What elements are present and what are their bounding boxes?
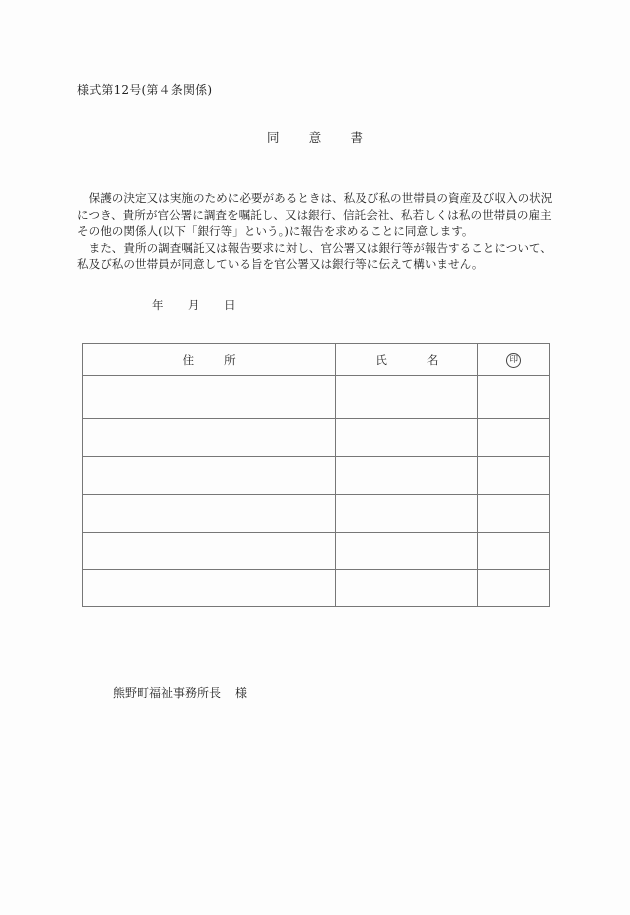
header-name: 氏 名 <box>336 344 478 376</box>
address-cell[interactable] <box>83 457 336 495</box>
seal-cell[interactable] <box>478 376 550 419</box>
consent-paragraph-1: 保護の決定又は実施のために必要があるときは、私及び私の世帯員の資産及び収入の状況につき、貴所が官公署に調査を嘱託し、又は銀行、信託会社、私若しくは私の世帯員の雇主その他の関係人(以下「銀行等」という。)に報告を求めることに同意します。 <box>77 191 553 239</box>
consent-paragraph-2: また、貴所の調査嘱託又は報告要求に対し、官公署又は銀行等が報告することについて、私及び私の世帯員が同意している旨を官公署又は銀行等に伝えて構いません。 <box>77 240 552 272</box>
consent-body <box>77 190 557 273</box>
seal-cell[interactable] <box>478 495 550 533</box>
name-cell[interactable] <box>336 457 478 495</box>
address-cell[interactable] <box>83 533 336 570</box>
address-cell[interactable] <box>83 570 336 607</box>
form-number: 様式第12号(第４条関係) <box>77 83 213 97</box>
seal-cell[interactable] <box>478 533 550 570</box>
table-row <box>83 376 550 419</box>
address-cell[interactable] <box>83 495 336 533</box>
name-cell[interactable] <box>336 495 478 533</box>
address-cell[interactable] <box>83 376 336 419</box>
recipient-name: 熊野町福祉事務所長 <box>113 686 222 700</box>
date-day-label: 日 <box>224 298 236 312</box>
date-field[interactable] <box>152 297 260 313</box>
seal-cell[interactable] <box>478 419 550 457</box>
seal-icon: 印 <box>506 353 521 368</box>
table-row <box>83 570 550 607</box>
table-header-row <box>83 344 550 376</box>
seal-cell[interactable] <box>478 457 550 495</box>
header-address: 住 所 <box>83 344 336 376</box>
name-cell[interactable] <box>336 376 478 419</box>
document-title <box>240 128 390 146</box>
date-month-label: 月 <box>188 298 200 312</box>
table-row <box>83 457 550 495</box>
table-row <box>83 495 550 533</box>
table-row <box>83 419 550 457</box>
header-seal <box>478 344 550 376</box>
seal-cell[interactable] <box>478 570 550 607</box>
date-year-label: 年 <box>152 298 164 312</box>
table-row <box>83 533 550 570</box>
address-cell[interactable] <box>83 419 336 457</box>
signature-table <box>82 343 550 607</box>
title-char: 同 <box>267 130 280 145</box>
name-cell[interactable] <box>336 419 478 457</box>
name-cell[interactable] <box>336 533 478 570</box>
title-char: 書 <box>350 130 363 145</box>
recipient-honorific: 様 <box>235 686 248 700</box>
title-char: 意 <box>308 130 322 145</box>
name-cell[interactable] <box>336 570 478 607</box>
recipient-line <box>113 684 247 701</box>
